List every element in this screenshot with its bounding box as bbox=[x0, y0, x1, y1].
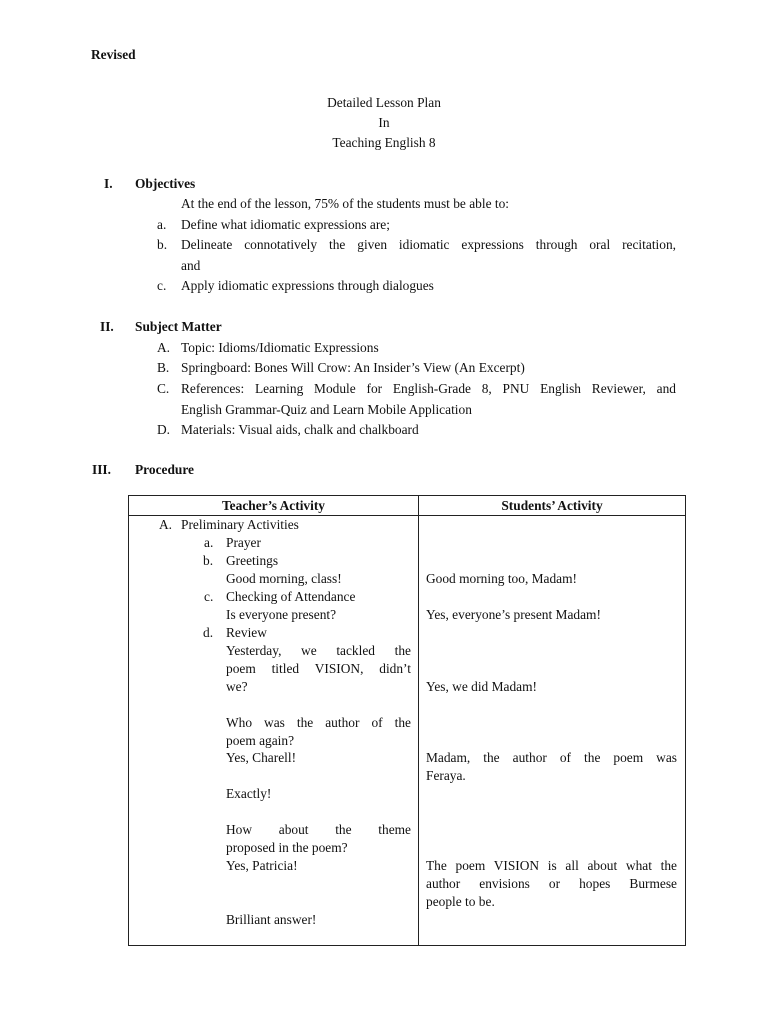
title-line-3: Teaching English 8 bbox=[332, 135, 436, 150]
title-line-2: In bbox=[378, 115, 390, 130]
section-number: II. bbox=[100, 319, 114, 334]
list-marker: A. bbox=[157, 340, 171, 355]
list-marker: a. bbox=[204, 535, 214, 550]
teacher-line: Exactly! bbox=[226, 786, 272, 801]
list-item: Define what idiomatic expressions are; bbox=[181, 217, 390, 232]
list-marker: C. bbox=[157, 381, 170, 396]
student-line: Yes, we did Madam! bbox=[426, 679, 537, 694]
teacher-line: Good morning, class! bbox=[226, 571, 342, 586]
teacher-line: Yesterday, we tackled the bbox=[226, 643, 411, 658]
list-marker: D. bbox=[157, 422, 171, 437]
list-item-continuation: and bbox=[181, 258, 201, 273]
activity-step-label: Greetings bbox=[226, 553, 279, 568]
list-marker: A. bbox=[159, 517, 173, 532]
section-number: III. bbox=[92, 462, 111, 477]
procedure-table bbox=[128, 495, 686, 946]
list-item: Springboard: Bones Will Crow: An Insider’s View (An Excerpt) bbox=[181, 360, 525, 375]
activity-step-label: Prayer bbox=[226, 535, 261, 550]
section-number: I. bbox=[104, 176, 113, 191]
list-item: References: Learning Module for English-Grade 8, PNU English Reviewer, and bbox=[181, 381, 676, 396]
teacher-line: Who was the author of the bbox=[226, 715, 411, 730]
title-line-1: Detailed Lesson Plan bbox=[327, 95, 441, 110]
teacher-line: poem titled VISION, didn’t bbox=[226, 661, 411, 676]
list-item: Apply idiomatic expressions through dialogues bbox=[181, 278, 434, 293]
student-line: Feraya. bbox=[426, 768, 466, 783]
list-marker: d. bbox=[203, 625, 214, 640]
teacher-line: Yes, Patricia! bbox=[226, 858, 298, 873]
list-item: Materials: Visual aids, chalk and chalkboard bbox=[181, 422, 419, 437]
activity-section-label: Preliminary Activities bbox=[181, 517, 299, 532]
teacher-line: Yes, Charell! bbox=[226, 750, 297, 765]
students-activity-cell bbox=[419, 516, 686, 946]
teacher-line: proposed in the poem? bbox=[226, 840, 348, 855]
teacher-line: we? bbox=[226, 679, 248, 694]
objectives-intro: At the end of the lesson, 75% of the students must be able to: bbox=[181, 196, 510, 211]
activity-step-label: Checking of Attendance bbox=[226, 589, 356, 604]
list-item: Delineate connotatively the given idiomatic expressions through oral recitation, bbox=[181, 237, 676, 252]
revised-label: Revised bbox=[91, 47, 136, 62]
list-item-continuation: English Grammar-Quiz and Learn Mobile Application bbox=[181, 402, 472, 417]
student-line: Yes, everyone’s present Madam! bbox=[426, 607, 601, 622]
teacher-line: Is everyone present? bbox=[226, 607, 337, 622]
teacher-line: poem again? bbox=[226, 733, 295, 748]
list-marker: c. bbox=[204, 589, 214, 604]
table-row bbox=[129, 516, 686, 946]
students-activity-header: Students’ Activity bbox=[419, 496, 686, 516]
list-marker: c. bbox=[157, 278, 167, 293]
section-heading: Objectives bbox=[135, 176, 196, 191]
student-line: Madam, the author of the poem was bbox=[426, 750, 677, 765]
activity-step-label: Review bbox=[226, 625, 267, 640]
list-marker: b. bbox=[203, 553, 214, 568]
teacher-activity-cell bbox=[129, 516, 419, 946]
student-line: author envisions or hopes Burmese bbox=[426, 876, 677, 891]
teacher-line: How about the theme bbox=[226, 822, 411, 837]
student-line: The poem VISION is all about what the bbox=[426, 858, 677, 873]
student-line: Good morning too, Madam! bbox=[426, 571, 577, 586]
section-heading: Subject Matter bbox=[135, 319, 222, 334]
list-marker: B. bbox=[157, 360, 170, 375]
section-heading: Procedure bbox=[135, 462, 195, 477]
table-header-row bbox=[129, 496, 686, 516]
student-line: people to be. bbox=[426, 894, 495, 909]
list-marker: b. bbox=[157, 237, 168, 252]
teacher-line: Brilliant answer! bbox=[226, 912, 317, 927]
teacher-activity-header: Teacher’s Activity bbox=[129, 496, 419, 516]
list-marker: a. bbox=[157, 217, 167, 232]
list-item: Topic: Idioms/Idiomatic Expressions bbox=[181, 340, 379, 355]
